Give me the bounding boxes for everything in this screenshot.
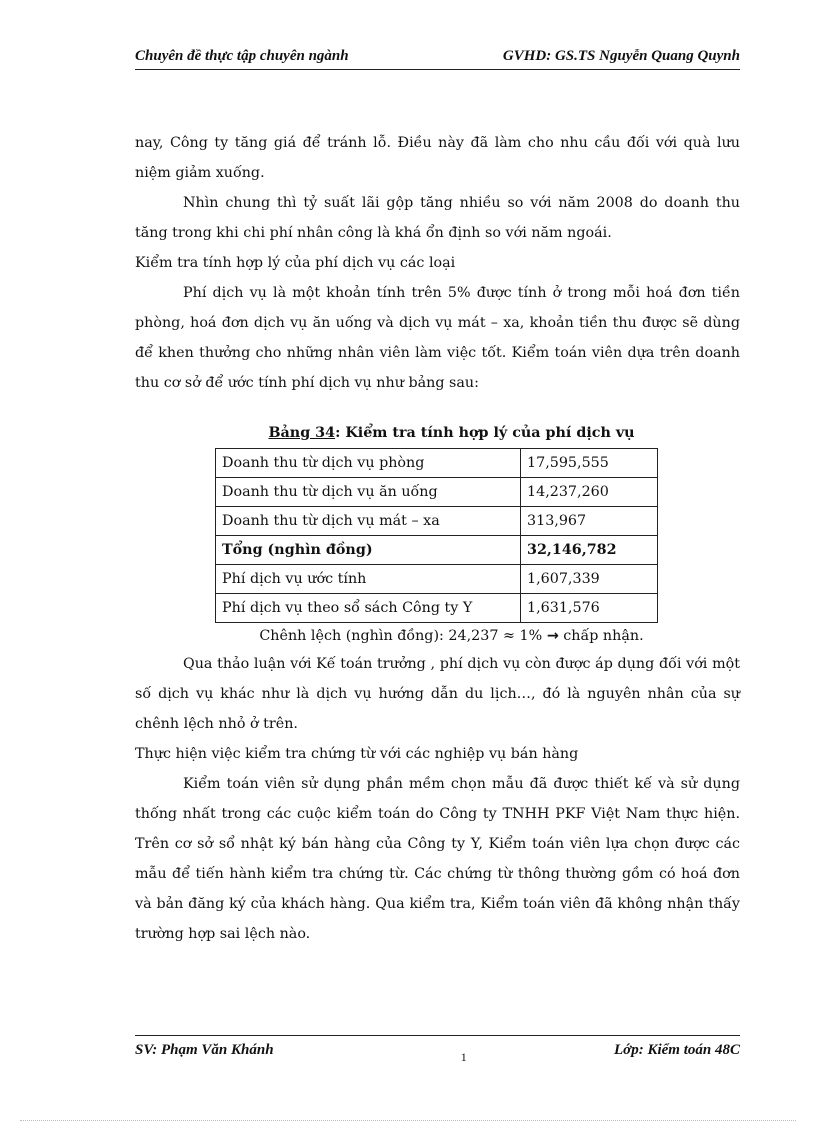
- page-header: [135, 48, 740, 70]
- row-value: 32,146,782: [521, 536, 658, 565]
- conclusion-text: chấp nhận.: [563, 628, 644, 644]
- section-heading: Thực hiện việc kiểm tra chứng từ với các nghiệp vụ bán hàng: [135, 746, 579, 762]
- row-item: Doanh thu từ dịch vụ ăn uống: [216, 478, 521, 507]
- row-item: Tổng (nghìn đồng): [216, 536, 521, 565]
- table-row: [216, 565, 658, 594]
- header-supervisor: GVHD: GS.TS Nguyễn Quang Quynh: [502, 48, 740, 64]
- paragraph: nay, Công ty tăng giá để tránh lỗ. Điều này đã làm cho nhu cầu đối với quà lưu niệm giảm xuống.: [135, 135, 740, 181]
- paragraph: Nhìn chung thì tỷ suất lãi gộp tăng nhiều so với năm 2008 do doanh thu tăng trong khi chi phí nhân công là khá ổn định so với năm ngoái.: [135, 195, 740, 241]
- table-row: [216, 507, 658, 536]
- table-row: [216, 594, 658, 623]
- section-heading: Kiểm tra tính hợp lý của phí dịch vụ các loại: [135, 255, 456, 271]
- arrow-right-icon: →: [546, 628, 559, 644]
- footer-class: Lớp: Kiểm toán 48C: [614, 1042, 740, 1058]
- paragraph: Phí dịch vụ là một khoản tính trên 5% được tính ở trong mỗi hoá đơn tiền phòng, hoá đơn dịch vụ ăn uống và dịch vụ mát – xa, khoản tiền thu được sẽ dùng để khen thưởng cho những nhân viên làm việc tốt. Kiểm toán viên dựa trên doanh thu cơ sở để ước tính phí dịch vụ như bảng sau:: [135, 285, 740, 391]
- header-left-title: Chuyên đề thực tập chuyên ngành: [135, 48, 349, 64]
- row-item: Phí dịch vụ theo sổ sách Công ty Y: [216, 594, 521, 623]
- row-value: 1,631,576: [521, 594, 658, 623]
- page-number: 1: [460, 1050, 467, 1064]
- page-footer: [135, 1035, 740, 1065]
- difference-text: Chênh lệch (nghìn đồng): 24,237 ≈ 1%: [259, 628, 543, 644]
- footer-student: SV: Phạm Văn Khánh: [135, 1042, 274, 1058]
- row-item: Doanh thu từ dịch vụ phòng: [216, 449, 521, 478]
- row-value: 1,607,339: [521, 565, 658, 594]
- row-value: 313,967: [521, 507, 658, 536]
- table-label: Bảng 34: [268, 425, 336, 441]
- difference-note: [135, 623, 740, 649]
- row-value: 17,595,555: [521, 449, 658, 478]
- row-item: Doanh thu từ dịch vụ mát – xa: [216, 507, 521, 536]
- table-caption: [135, 418, 740, 448]
- table-row: [216, 449, 658, 478]
- row-item: Phí dịch vụ ước tính: [216, 565, 521, 594]
- paragraph: Qua thảo luận với Kế toán trưởng , phí dịch vụ còn được áp dụng đối với một số dịch vụ khác như là dịch vụ hướng dẫn du lịch…, đó là nguyên nhân của sự chênh lệch nhỏ ở trên.: [135, 656, 740, 732]
- table-title: : Kiểm tra tính hợp lý của phí dịch vụ: [335, 425, 635, 441]
- paragraph: Kiểm toán viên sử dụng phần mềm chọn mẫu đã được thiết kế và sử dụng thống nhất trong các cuộc kiểm toán do Công ty TNHH PKF Việt Nam thực hiện. Trên cơ sở sổ nhật ký bán hàng của Công ty Y, Kiểm toán viên lựa chọn được các mẫu để tiến hành kiểm tra chứng từ. Các chứng từ thông thường gồm có hoá đơn và bản đăng ký của khách hàng. Qua kiểm tra, Kiểm toán viên đã không nhận thấy trường hợp sai lệch nào.: [135, 776, 740, 942]
- row-value: 14,237,260: [521, 478, 658, 507]
- table-total-row: [216, 536, 658, 565]
- table-row: [216, 478, 658, 507]
- service-fee-table: [215, 448, 658, 623]
- page-bottom-divider: [20, 1120, 796, 1121]
- document-body: [135, 128, 740, 949]
